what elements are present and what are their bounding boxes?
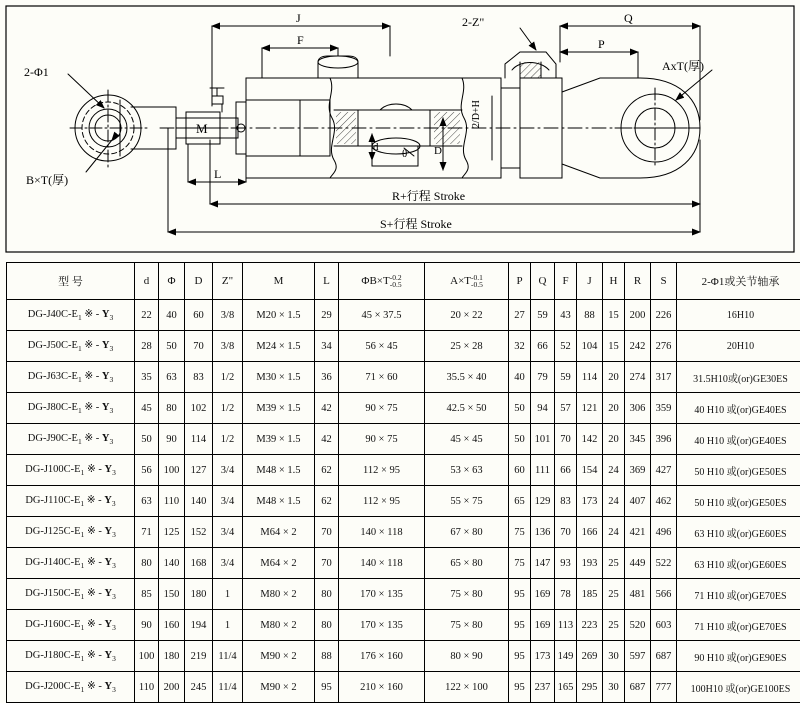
cell-Q: 169 <box>531 579 555 610</box>
cell-B: 176 × 160 <box>339 641 425 672</box>
cell-H: 24 <box>603 486 625 517</box>
cell-M: M80 × 2 <box>243 610 315 641</box>
table-row <box>7 548 800 579</box>
th-bearing: 2-Φ1或关节轴承 <box>677 263 800 300</box>
cell-d: 22 <box>135 300 159 331</box>
cell-R: 407 <box>625 486 651 517</box>
specification-table <box>6 262 794 703</box>
model-code: DG-J180C-E <box>25 650 80 661</box>
cell-H: 30 <box>603 672 625 703</box>
cell-M: M30 × 1.5 <box>243 362 315 393</box>
cell-A: 20 × 22 <box>425 300 509 331</box>
table-header-row <box>7 263 800 300</box>
cell-S: 603 <box>651 610 677 641</box>
cell-F: 52 <box>555 331 577 362</box>
cell-M: M39 × 1.5 <box>243 393 315 424</box>
cell-B: 140 × 118 <box>339 517 425 548</box>
cell-phi: 80 <box>159 393 185 424</box>
cell-F: 43 <box>555 300 577 331</box>
cell-F: 59 <box>555 362 577 393</box>
cell-H: 25 <box>603 548 625 579</box>
cell-B: 140 × 118 <box>339 548 425 579</box>
cell-P: 27 <box>509 300 531 331</box>
cell-A: 42.5 × 50 <box>425 393 509 424</box>
cell-D: 60 <box>185 300 213 331</box>
cell-D: 219 <box>185 641 213 672</box>
th-F: F <box>555 263 577 300</box>
cell-J: 295 <box>577 672 603 703</box>
model-code: DG-J63C-E <box>28 371 78 382</box>
table-row <box>7 424 800 455</box>
cell-R: 306 <box>625 393 651 424</box>
model-code: DG-J160C-E <box>25 619 80 630</box>
cylinder-assembly-drawing <box>0 0 800 258</box>
table-body <box>7 300 800 703</box>
cell-S: 687 <box>651 641 677 672</box>
cell-model: $DG-J150C-E_1$ ※ - $Y_3$ <box>7 579 135 610</box>
table-row <box>7 610 800 641</box>
cell-R: 345 <box>625 424 651 455</box>
table-row <box>7 455 800 486</box>
th-L: L <box>315 263 339 300</box>
cell-J: 154 <box>577 455 603 486</box>
model-code: DG-J125C-E <box>25 526 80 537</box>
cell-B: 71 × 60 <box>339 362 425 393</box>
cell-H: 24 <box>603 517 625 548</box>
cell-J: 121 <box>577 393 603 424</box>
cell-model: $DG-J50C-E_1$ ※ - $Y_3$ <box>7 331 135 362</box>
cell-H: 15 <box>603 300 625 331</box>
table-row <box>7 486 800 517</box>
th-M: M <box>243 263 315 300</box>
cell-phi: 90 <box>159 424 185 455</box>
cell-F: 83 <box>555 486 577 517</box>
cell-phi: 63 <box>159 362 185 393</box>
cell-F: 70 <box>555 424 577 455</box>
cell-R: 597 <box>625 641 651 672</box>
cell-R: 421 <box>625 517 651 548</box>
table-row <box>7 300 800 331</box>
cell-phi: 140 <box>159 548 185 579</box>
dim-F-label: F <box>297 33 304 47</box>
cell-A: 75 × 80 <box>425 579 509 610</box>
cell-F: 93 <box>555 548 577 579</box>
cell-Q: 59 <box>531 300 555 331</box>
cell-F: 66 <box>555 455 577 486</box>
cell-R: 687 <box>625 672 651 703</box>
cell-P: 75 <box>509 517 531 548</box>
cell-bearing: 90 H10 或(or)GE90ES <box>677 641 800 672</box>
cell-bearing: 16H10 <box>677 300 800 331</box>
cell-B: 112 × 95 <box>339 455 425 486</box>
cell-J: 114 <box>577 362 603 393</box>
th-B: ΦB×T-0.2 -0.5 <box>339 263 425 300</box>
cell-S: 496 <box>651 517 677 548</box>
cell-phi: 150 <box>159 579 185 610</box>
th-phi: Φ <box>159 263 185 300</box>
cell-d: 110 <box>135 672 159 703</box>
cell-d: 100 <box>135 641 159 672</box>
label-D: D <box>434 145 442 157</box>
cell-phi: 100 <box>159 455 185 486</box>
cell-B: 170 × 135 <box>339 610 425 641</box>
cell-S: 396 <box>651 424 677 455</box>
model-code: DG-J200C-E <box>25 681 80 692</box>
cell-D: 168 <box>185 548 213 579</box>
cell-R: 242 <box>625 331 651 362</box>
cell-model: $DG-J160C-E_1$ ※ - $Y_3$ <box>7 610 135 641</box>
cell-Z: 1/2 <box>213 424 243 455</box>
cell-Z: 1/2 <box>213 362 243 393</box>
cell-L: 88 <box>315 641 339 672</box>
dim-2Z-label: 2-Z" <box>462 15 484 29</box>
cell-model: $DG-J110C-E_1$ ※ - $Y_3$ <box>7 486 135 517</box>
th-J: J <box>577 263 603 300</box>
cell-Q: 173 <box>531 641 555 672</box>
cell-d: 28 <box>135 331 159 362</box>
cell-P: 60 <box>509 455 531 486</box>
cell-A: 67 × 80 <box>425 517 509 548</box>
cell-L: 42 <box>315 424 339 455</box>
cell-Z: 3/8 <box>213 300 243 331</box>
th-Q: Q <box>531 263 555 300</box>
table-row <box>7 331 800 362</box>
model-code: DG-J90C-E <box>28 433 78 444</box>
table-row <box>7 517 800 548</box>
cell-Z: 3/4 <box>213 548 243 579</box>
dim-Q-label: Q <box>624 11 633 25</box>
cell-M: M90 × 2 <box>243 641 315 672</box>
cell-P: 95 <box>509 610 531 641</box>
cell-R: 520 <box>625 610 651 641</box>
cell-P: 95 <box>509 641 531 672</box>
cell-D: 83 <box>185 362 213 393</box>
model-code: DG-J110C-E <box>25 495 80 506</box>
cell-Q: 237 <box>531 672 555 703</box>
cell-L: 70 <box>315 548 339 579</box>
label-theta: θ <box>402 148 407 160</box>
cell-Q: 66 <box>531 331 555 362</box>
cell-R: 200 <box>625 300 651 331</box>
cell-S: 566 <box>651 579 677 610</box>
cell-H: 15 <box>603 331 625 362</box>
cell-phi: 180 <box>159 641 185 672</box>
cell-model: $DG-J80C-E_1$ ※ - $Y_3$ <box>7 393 135 424</box>
cell-H: 20 <box>603 362 625 393</box>
cell-phi: 125 <box>159 517 185 548</box>
cell-bearing: 20H10 <box>677 331 800 362</box>
dim-S-label: S+行程 Stroke <box>380 217 452 231</box>
cell-Z: 1 <box>213 610 243 641</box>
cell-A: 45 × 45 <box>425 424 509 455</box>
cell-R: 481 <box>625 579 651 610</box>
cell-Z: 3/8 <box>213 331 243 362</box>
th-D: D <box>185 263 213 300</box>
cell-S: 317 <box>651 362 677 393</box>
th-d: d <box>135 263 159 300</box>
cell-phi: 50 <box>159 331 185 362</box>
cell-B: 170 × 135 <box>339 579 425 610</box>
cell-L: 80 <box>315 610 339 641</box>
cell-H: 25 <box>603 579 625 610</box>
th-Z: Z" <box>213 263 243 300</box>
cell-d: 71 <box>135 517 159 548</box>
cell-F: 70 <box>555 517 577 548</box>
cell-F: 57 <box>555 393 577 424</box>
th-model: 型 号 <box>7 263 135 300</box>
cell-model: $DG-J200C-E_1$ ※ - $Y_3$ <box>7 672 135 703</box>
cell-H: 24 <box>603 455 625 486</box>
cell-Q: 129 <box>531 486 555 517</box>
cell-J: 173 <box>577 486 603 517</box>
cell-J: 193 <box>577 548 603 579</box>
cell-J: 88 <box>577 300 603 331</box>
cell-D: 127 <box>185 455 213 486</box>
dim-J-label: J <box>296 11 301 25</box>
cell-A: 122 × 100 <box>425 672 509 703</box>
label-AxT: AxT(厚) <box>662 59 704 73</box>
cell-bearing: 71 H10 或(or)GE70ES <box>677 579 800 610</box>
cell-B: 56 × 45 <box>339 331 425 362</box>
cell-L: 70 <box>315 517 339 548</box>
cell-B: 112 × 95 <box>339 486 425 517</box>
cell-D: 102 <box>185 393 213 424</box>
dim-L-label: L <box>214 167 221 181</box>
th-P: P <box>509 263 531 300</box>
cell-d: 50 <box>135 424 159 455</box>
cell-D: 70 <box>185 331 213 362</box>
cell-Q: 101 <box>531 424 555 455</box>
cell-Z: 1 <box>213 579 243 610</box>
cell-M: M64 × 2 <box>243 548 315 579</box>
model-code: DG-J80C-E <box>28 402 78 413</box>
cell-Z: 11/4 <box>213 672 243 703</box>
cell-d: 35 <box>135 362 159 393</box>
cell-Q: 147 <box>531 548 555 579</box>
cell-A: 53 × 63 <box>425 455 509 486</box>
cell-H: 30 <box>603 641 625 672</box>
table-row <box>7 672 800 703</box>
cell-A: 80 × 90 <box>425 641 509 672</box>
cell-P: 65 <box>509 486 531 517</box>
cell-d: 45 <box>135 393 159 424</box>
cell-A: 25 × 28 <box>425 331 509 362</box>
cell-S: 276 <box>651 331 677 362</box>
cell-Q: 111 <box>531 455 555 486</box>
cell-S: 522 <box>651 548 677 579</box>
cell-D: 245 <box>185 672 213 703</box>
cell-bearing: 31.5H10或(or)GE30ES <box>677 362 800 393</box>
cell-P: 32 <box>509 331 531 362</box>
cell-model: $DG-J63C-E_1$ ※ - $Y_3$ <box>7 362 135 393</box>
cell-S: 226 <box>651 300 677 331</box>
model-code: DG-J40C-E <box>28 309 78 320</box>
cell-Z: 1/2 <box>213 393 243 424</box>
cell-B: 210 × 160 <box>339 672 425 703</box>
cell-L: 42 <box>315 393 339 424</box>
cell-Q: 136 <box>531 517 555 548</box>
model-code: DG-J50C-E <box>28 340 78 351</box>
cell-F: 165 <box>555 672 577 703</box>
cell-phi: 160 <box>159 610 185 641</box>
cell-Z: 3/4 <box>213 486 243 517</box>
cell-R: 369 <box>625 455 651 486</box>
th-H: H <box>603 263 625 300</box>
cell-Q: 169 <box>531 610 555 641</box>
cell-L: 34 <box>315 331 339 362</box>
dim-R-label: R+行程 Stroke <box>392 189 465 203</box>
cell-d: 63 <box>135 486 159 517</box>
cell-M: M39 × 1.5 <box>243 424 315 455</box>
cell-Z: 3/4 <box>213 455 243 486</box>
cell-B: 45 × 37.5 <box>339 300 425 331</box>
cell-R: 274 <box>625 362 651 393</box>
cell-F: 149 <box>555 641 577 672</box>
cell-bearing: 40 H10 或(or)GE40ES <box>677 424 800 455</box>
cell-J: 269 <box>577 641 603 672</box>
cell-model: $DG-J100C-E_1$ ※ - $Y_3$ <box>7 455 135 486</box>
cell-S: 427 <box>651 455 677 486</box>
cell-H: 25 <box>603 610 625 641</box>
cell-D: 194 <box>185 610 213 641</box>
label-BxT: B×T(厚) <box>26 173 68 187</box>
cell-M: M20 × 1.5 <box>243 300 315 331</box>
cell-bearing: 63 H10 或(or)GE60ES <box>677 517 800 548</box>
table-row <box>7 579 800 610</box>
cell-L: 80 <box>315 579 339 610</box>
label-d: d <box>373 141 379 153</box>
cell-M: M80 × 2 <box>243 579 315 610</box>
model-code: DG-J150C-E <box>25 588 80 599</box>
cell-A: 65 × 80 <box>425 548 509 579</box>
cell-S: 359 <box>651 393 677 424</box>
cell-J: 223 <box>577 610 603 641</box>
cell-bearing: 100H10 或(or)GE100ES <box>677 672 800 703</box>
cell-d: 90 <box>135 610 159 641</box>
cell-M: M64 × 2 <box>243 517 315 548</box>
cell-L: 62 <box>315 486 339 517</box>
cell-H: 20 <box>603 424 625 455</box>
cell-J: 104 <box>577 331 603 362</box>
cell-d: 80 <box>135 548 159 579</box>
cell-B: 90 × 75 <box>339 424 425 455</box>
cell-P: 50 <box>509 424 531 455</box>
model-code: DG-J100C-E <box>25 464 80 475</box>
cell-J: 185 <box>577 579 603 610</box>
cell-H: 20 <box>603 393 625 424</box>
cell-bearing: 63 H10 或(or)GE60ES <box>677 548 800 579</box>
cell-model: $DG-J125C-E_1$ ※ - $Y_3$ <box>7 517 135 548</box>
label-2DH: 2/D+H <box>471 100 482 128</box>
th-S: S <box>651 263 677 300</box>
cell-Q: 94 <box>531 393 555 424</box>
dim-2phi1-label: 2-Φ1 <box>24 65 49 79</box>
cell-P: 75 <box>509 548 531 579</box>
cell-bearing: 50 H10 或(or)GE50ES <box>677 455 800 486</box>
cell-L: 95 <box>315 672 339 703</box>
cell-A: 55 × 75 <box>425 486 509 517</box>
table-row <box>7 362 800 393</box>
cell-Z: 3/4 <box>213 517 243 548</box>
cell-L: 62 <box>315 455 339 486</box>
cell-bearing: 50 H10 或(or)GE50ES <box>677 486 800 517</box>
th-R: R <box>625 263 651 300</box>
cell-A: 35.5 × 40 <box>425 362 509 393</box>
cell-B: 90 × 75 <box>339 393 425 424</box>
cell-P: 95 <box>509 579 531 610</box>
cell-J: 142 <box>577 424 603 455</box>
cell-M: M24 × 1.5 <box>243 331 315 362</box>
cell-R: 449 <box>625 548 651 579</box>
th-A: A×T-0.1 -0.5 <box>425 263 509 300</box>
cell-D: 140 <box>185 486 213 517</box>
cell-Z: 11/4 <box>213 641 243 672</box>
cell-F: 113 <box>555 610 577 641</box>
cell-M: M90 × 2 <box>243 672 315 703</box>
cell-phi: 110 <box>159 486 185 517</box>
model-code: DG-J140C-E <box>25 557 80 568</box>
cell-model: $DG-J140C-E_1$ ※ - $Y_3$ <box>7 548 135 579</box>
table-row <box>7 393 800 424</box>
cell-M: M48 × 1.5 <box>243 486 315 517</box>
dim-P-label: P <box>598 37 605 51</box>
cell-S: 777 <box>651 672 677 703</box>
cell-Q: 79 <box>531 362 555 393</box>
cell-model: $DG-J180C-E_1$ ※ - $Y_3$ <box>7 641 135 672</box>
cell-A: 75 × 80 <box>425 610 509 641</box>
cell-phi: 200 <box>159 672 185 703</box>
cell-model: $DG-J40C-E_1$ ※ - $Y_3$ <box>7 300 135 331</box>
cell-P: 95 <box>509 672 531 703</box>
cell-J: 166 <box>577 517 603 548</box>
cell-S: 462 <box>651 486 677 517</box>
cell-L: 36 <box>315 362 339 393</box>
cell-bearing: 71 H10 或(or)GE70ES <box>677 610 800 641</box>
cell-model: $DG-J90C-E_1$ ※ - $Y_3$ <box>7 424 135 455</box>
cell-d: 56 <box>135 455 159 486</box>
cell-F: 78 <box>555 579 577 610</box>
cell-bearing: 40 H10 或(or)GE40ES <box>677 393 800 424</box>
cell-L: 29 <box>315 300 339 331</box>
label-M: M <box>196 121 208 136</box>
cell-P: 50 <box>509 393 531 424</box>
cell-M: M48 × 1.5 <box>243 455 315 486</box>
cell-D: 114 <box>185 424 213 455</box>
table-row <box>7 641 800 672</box>
cell-phi: 40 <box>159 300 185 331</box>
cell-d: 85 <box>135 579 159 610</box>
cell-P: 40 <box>509 362 531 393</box>
cell-D: 180 <box>185 579 213 610</box>
cell-D: 152 <box>185 517 213 548</box>
